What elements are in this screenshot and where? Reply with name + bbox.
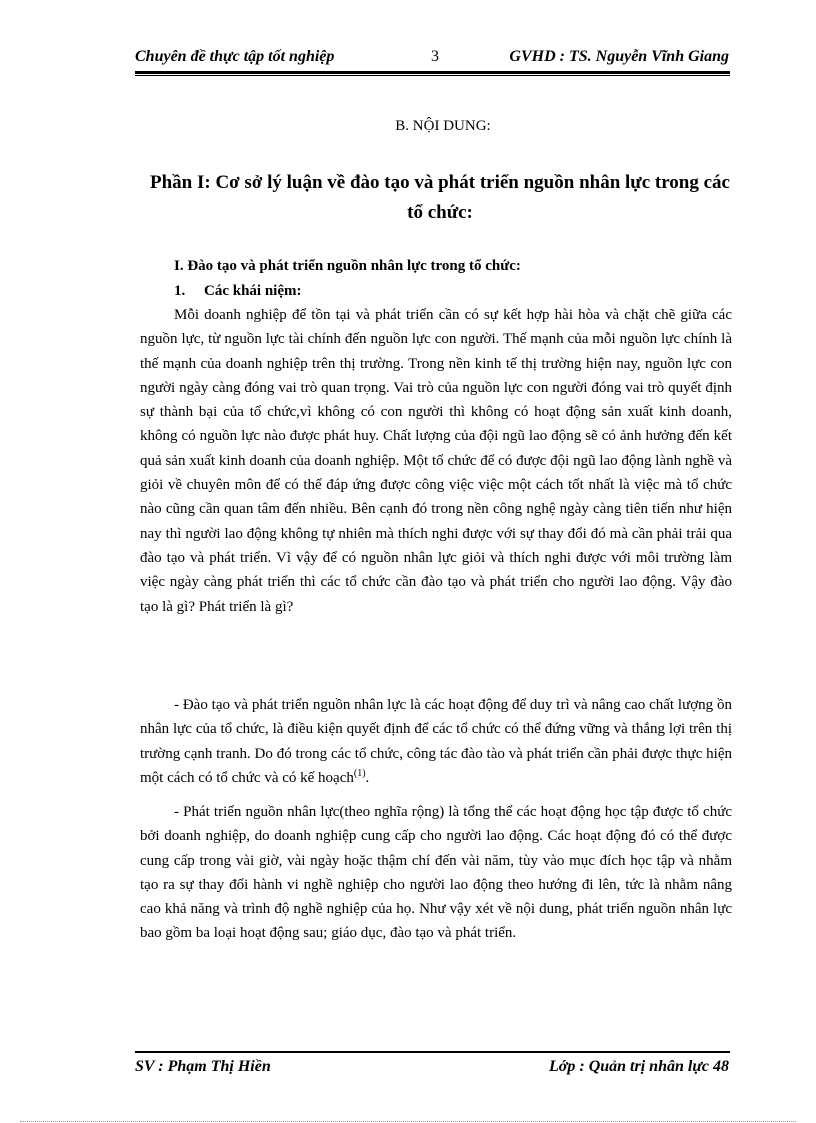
page-bottom-dotted-line bbox=[20, 1121, 796, 1122]
part-title: Phần I: Cơ sở lý luận về đào tạo và phát triển nguồn nhân lực trong các tổ chức: bbox=[149, 172, 730, 223]
section-heading: B. NỘI DUNG: bbox=[395, 118, 491, 134]
header-supervisor: GVHD : TS. Nguyễn Vĩnh Giang bbox=[509, 48, 729, 65]
heading-level-2 bbox=[174, 283, 302, 300]
footer-rule bbox=[135, 1051, 730, 1053]
footer-student: SV : Phạm Thị Hiền bbox=[135, 1058, 271, 1075]
heading-number: 1. bbox=[174, 283, 186, 299]
paragraph: - Phát triển nguồn nhân lực(theo nghĩa rộng) là tổng thể các hoạt động học tập được tổ chức bởi doanh nghiệp, do doanh nghiệp cung cấp cho người lao động. Các hoạt động đó có thể được cung cấp trong vài giờ, vài ngày hoặc thậm chí đến vài năm, tùy vào mục đích học tập và nhằm tạo ra sự thay đổi hành vi nghề nghiệp cho người lao động theo hướng đi lên, tức là nhằm nâng cao khả năng và trình độ nghề nghiệp của họ. Như vậy xét về nội dung, phát triển nguồn nhân lực bao gồm ba loại hoạt động sau; giáo dục, đào tạo và phát triển. bbox=[140, 804, 732, 942]
page-footer bbox=[135, 1056, 729, 1080]
heading-level-1: I. Đào tạo và phát triển nguồn nhân lực trong tổ chức: bbox=[174, 258, 521, 274]
header-rule bbox=[135, 71, 730, 74]
heading-text: Các khái niệm: bbox=[204, 283, 302, 299]
paragraph: Mỗi doanh nghiệp để tồn tại và phát triển cần có sự kết hợp hài hòa và chặt chẽ giữa các nguồn lực, từ nguồn lực tài chính đến nguồn lực con người. Thế mạnh của mỗi nguồn lực chính là thế mạnh của doanh nghiệp trên thị trường. Trong nền kinh tế thị trường hiện nay, nguồn lực con người ngày càng đóng vai trò quan trọng. Vai trò của nguồn lực con người đóng vai trò quyết định sự thành bại của tổ chức,vì không có con người thì không có hoạt động sản xuất kinh doanh, không có nguồn lực nào được phát huy. Chất lượng của đội ngũ lao động sẽ có ảnh hưởng đến kết quả sản xuất kinh doanh của doanh nghiệp. Một tổ chức để có được đội ngũ lao động lành nghề và giỏi về chuyên môn để có thể đáp ứng được công việc việc một cách tốt nhất là việc mà tổ chức nào cũng cần quan tâm đến nhiều. Bên cạnh đó trong nền công nghệ ngày càng tiên tiến như hiện nay thì người lao động không tự nhiên mà thích nghi được với sự thay đổi đó mà cần phải trải qua đào tạo và phát triển. Vì vậy để có nguồn nhân lực giỏi và thích nghi được với môi trường làm việc ngày càng phát triển thì các tổ chức cần đào tạo và phát triển cho người lao động. Vậy đào tạo là gì? Phát triển là gì? bbox=[140, 307, 732, 615]
paragraph bbox=[140, 693, 732, 790]
page-header bbox=[135, 46, 729, 70]
header-report-title: Chuyên đề thực tập tốt nghiệp bbox=[135, 48, 335, 65]
paragraph-text: - Đào tạo và phát triển nguồn nhân lực là các hoạt động để duy trì và nâng cao chất lượng ồn nhân lực của tổ chức, là điều kiện quyết định để các tổ chức có thể đứng vững và thắng lợi trên thị trường cạnh tranh. Do đó trong các tổ chức, công tác đào tào và phát triển cần phải được thực hiện một cách có tổ chức và có kế hoạch bbox=[140, 697, 732, 786]
paragraph-end-punctuation: . bbox=[365, 769, 370, 786]
footer-class: Lớp : Quản trị nhân lực 48 bbox=[549, 1058, 729, 1075]
header-page-number: 3 bbox=[431, 48, 439, 65]
footnote-reference: (1) bbox=[353, 767, 366, 779]
header-rule-thin bbox=[135, 75, 730, 76]
